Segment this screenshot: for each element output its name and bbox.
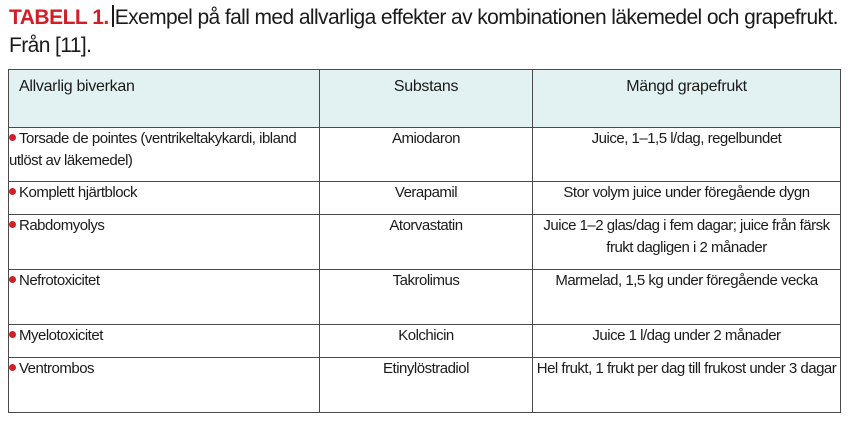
substance-cell: Amiodaron <box>320 128 533 182</box>
effect-text: Myelotoxicitet <box>19 327 103 344</box>
caption-divider <box>112 5 114 27</box>
table-row <box>9 182 841 215</box>
table-row <box>9 325 841 358</box>
effect-cell <box>9 182 320 215</box>
amount-cell: Juice, 1–1,5 l/dag, regelbundet <box>533 128 841 182</box>
substance-cell: Kolchicin <box>320 325 533 358</box>
header-serious-effect: Allvarlig biverkan <box>9 70 320 128</box>
amount-cell: Juice 1 l/dag under 2 månader <box>533 325 841 358</box>
effect-text: Nefrotoxicitet <box>19 272 100 289</box>
red-bullet-icon <box>9 331 16 338</box>
effect-text: Torsade de pointes (ventrikeltakykardi, ibland utlöst av läkemedel) <box>9 130 297 169</box>
red-bullet-icon <box>9 188 16 195</box>
red-bullet-icon <box>9 221 16 228</box>
effect-cell <box>9 325 320 358</box>
substance-cell: Etinylöstradiol <box>320 358 533 413</box>
table-header-row <box>9 70 841 128</box>
table-row <box>9 215 841 270</box>
effect-text: Rabdomyolys <box>19 217 105 234</box>
effect-cell <box>9 215 320 270</box>
table-row <box>9 270 841 325</box>
amount-cell: Stor volym juice under föregående dygn <box>533 182 841 215</box>
effect-text: Komplett hjärtblock <box>19 184 138 201</box>
effect-cell <box>9 270 320 325</box>
effect-cell <box>9 358 320 413</box>
table-row <box>9 358 841 413</box>
amount-cell: Marmelad, 1,5 kg under föregående vecka <box>533 270 841 325</box>
substance-cell: Takrolimus <box>320 270 533 325</box>
header-substance: Substans <box>320 70 533 128</box>
table-row <box>9 128 841 182</box>
table-label: TABELL 1. <box>9 6 109 29</box>
substance-cell: Verapamil <box>320 182 533 215</box>
table-caption <box>9 4 839 60</box>
table-caption-text: Exempel på fall med allvarliga effekter av kombinationen läkemedel och grapefrukt. Från [11]. <box>9 6 838 57</box>
header-grapefruit-amount: Mängd grapefrukt <box>533 70 841 128</box>
red-bullet-icon <box>9 134 16 141</box>
amount-cell: Hel frukt, 1 frukt per dag till frukost under 3 dagar <box>533 358 841 413</box>
red-bullet-icon <box>9 276 16 283</box>
substance-cell: Atorvastatin <box>320 215 533 270</box>
effect-text: Ventrombos <box>19 360 95 377</box>
red-bullet-icon <box>9 364 16 371</box>
effect-cell <box>9 128 320 182</box>
amount-cell: Juice 1–2 glas/dag i fem dagar; juice från färsk frukt dagligen i 2 månader <box>533 215 841 270</box>
grapefruit-interaction-table <box>8 69 841 413</box>
